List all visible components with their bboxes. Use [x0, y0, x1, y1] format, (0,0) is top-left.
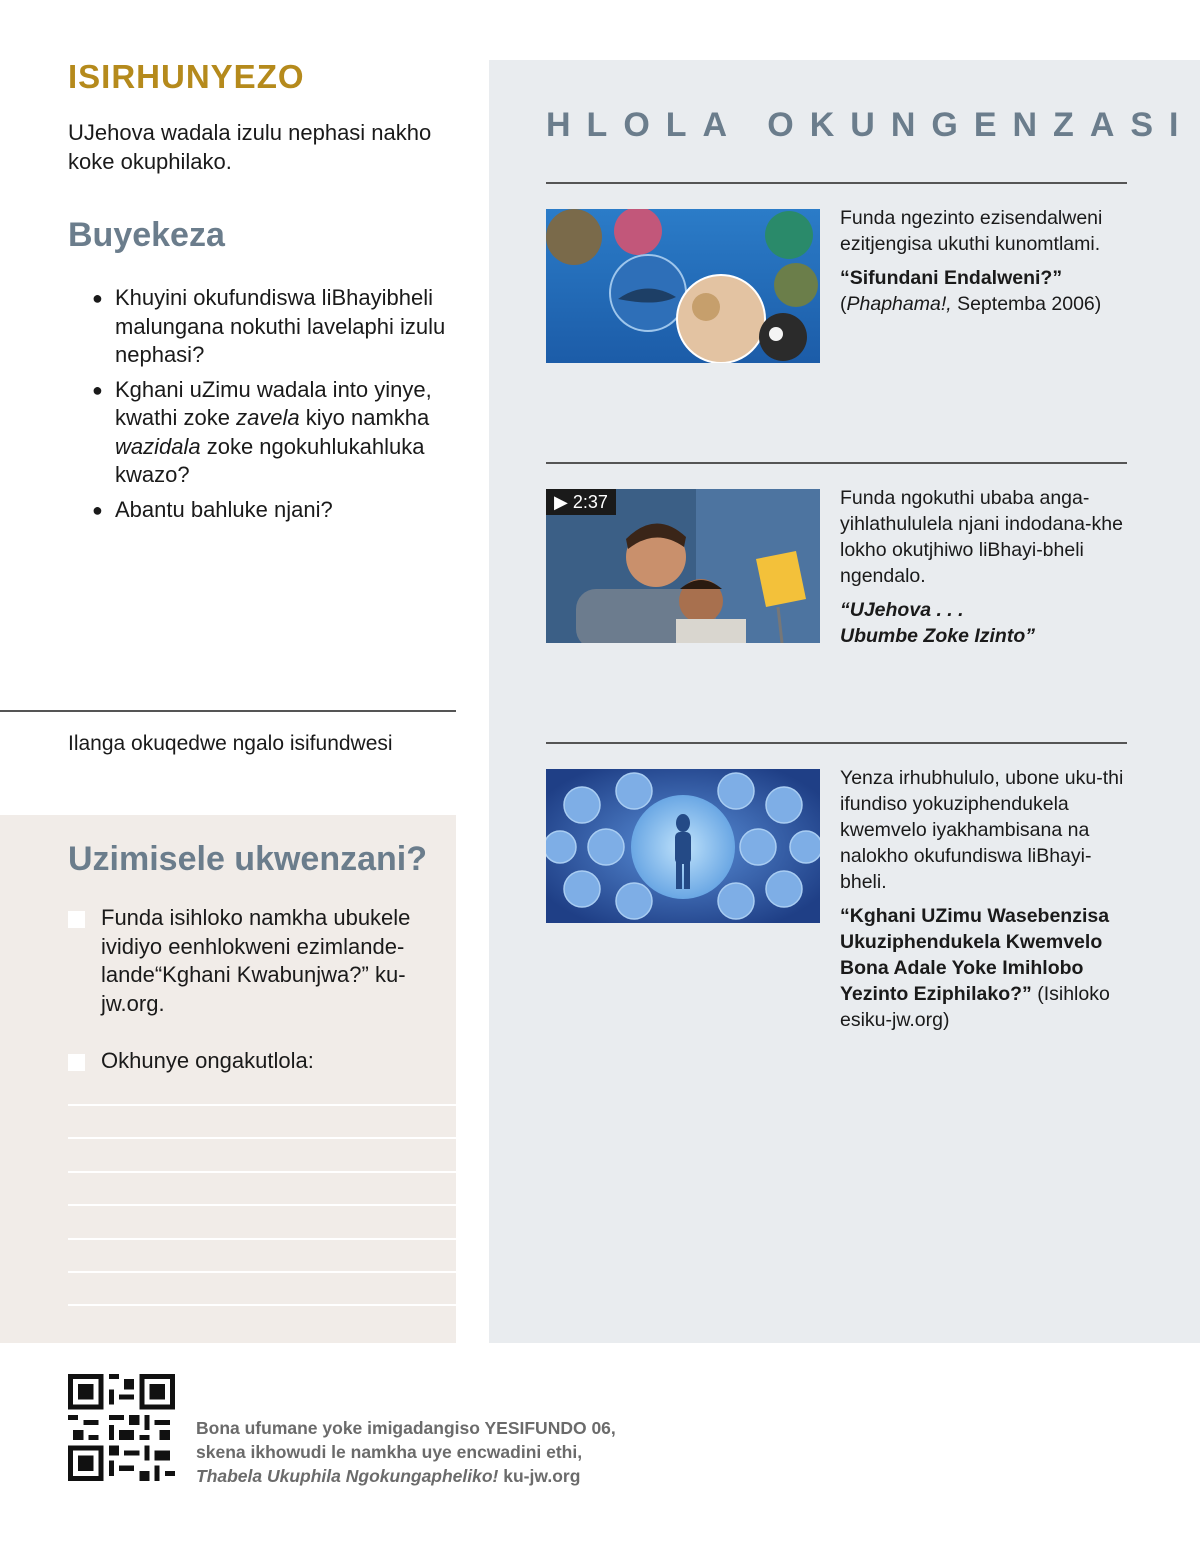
summary-heading: ISIRHUNYEZO — [68, 58, 305, 95]
review-heading: Buyekeza — [68, 216, 225, 254]
divider — [546, 182, 1127, 184]
entry-title-link[interactable]: “Sifundani Endalweni?” — [840, 267, 1063, 289]
review-question — [92, 284, 462, 370]
bullet-icon: ● — [92, 288, 103, 308]
summary-text: UJehova wadala izulu nephasi nakho koke okuphilako. — [68, 120, 432, 174]
footer-text — [196, 1416, 616, 1488]
checkbox[interactable] — [68, 1054, 85, 1071]
explore-entry — [840, 205, 1125, 317]
checkbox[interactable] — [68, 911, 85, 928]
review-question-text: Kghani uZimu wadala into yinye, kwathi zoke zavela kiyo namkha wazidala zoke ngokuhlukahluka kwazo? — [115, 376, 432, 487]
bullet-icon: ● — [92, 379, 103, 400]
entry-description: Yenza irhubhululo, ubone uku-thi ifundiso yokuziphendukela kwemvelo iyakhambisana na nalokho okufundiswa liBhayi-bheli. — [840, 767, 1124, 893]
goal-item[interactable] — [68, 904, 448, 1018]
review-question — [92, 496, 462, 525]
explore-heading: HLOLA OKUNGENZASI — [546, 106, 1195, 144]
child-nature-collage-image[interactable] — [546, 209, 820, 363]
goal-item[interactable] — [68, 1047, 448, 1076]
writing-line[interactable] — [68, 1104, 456, 1137]
footer-line: Thabela Ukuphila Ngokungapheliko! ku-jw.org — [196, 1466, 581, 1486]
divider — [0, 710, 456, 712]
divider — [546, 742, 1127, 744]
goal-item-text: Okhunye ongakutlola: — [101, 1048, 314, 1073]
date-label: Ilanga okuqedwe ngalo isifundwesi — [68, 732, 393, 755]
entry-description: Funda ngezinto ezisendalweni ezitjengisa ukuthi kunomtlami. — [840, 207, 1103, 255]
video-duration-badge: ▶ 2:37 — [546, 489, 616, 515]
entry-source: (Phaphama!, Septemba 2006) — [840, 293, 1102, 315]
divider — [546, 462, 1127, 464]
writing-line[interactable] — [68, 1238, 456, 1271]
writing-lines[interactable] — [68, 1104, 456, 1338]
footer-line: skena ikhowudi le namkha uye encwadini ethi, — [196, 1442, 583, 1462]
review-question-text: Khuyini okufundiswa liBhayibheli malungana nokuthi lavelaphi izulu nephasi? — [115, 285, 446, 367]
review-question-text: Abantu bahluke njani? — [115, 496, 333, 522]
writing-line[interactable] — [68, 1304, 456, 1337]
qr-code-icon[interactable] — [68, 1374, 175, 1481]
goal-item-text: Funda isihloko namkha ubukele ividiyo eenhlokweni ezimlande-lande“Kghani Kwabunjwa?” ku-jw.org. — [101, 905, 411, 1016]
review-list — [92, 284, 462, 530]
footer-line: Bona ufumane yoke imigadangiso YESIFUNDO 06, — [196, 1418, 616, 1438]
bullet-icon: ● — [92, 499, 103, 520]
writing-line[interactable] — [68, 1204, 456, 1237]
human-animals-circle-image[interactable] — [546, 769, 820, 923]
goal-heading: Uzimisele ukwenzani? — [68, 840, 427, 878]
father-son-animation-image[interactable] — [546, 489, 820, 643]
explore-entry — [840, 485, 1125, 649]
review-question — [92, 376, 462, 490]
writing-line[interactable] — [68, 1171, 456, 1204]
explore-entry — [840, 765, 1125, 1033]
entry-title-link[interactable]: “UJehova . . . Ubumbe Zoke Izinto” — [840, 599, 1035, 647]
writing-line[interactable] — [68, 1137, 456, 1170]
play-icon: ▶ — [554, 492, 568, 512]
entry-title-link[interactable]: “Kghani UZimu Wasebenzisa Ukuziphendukela Kwemvelo Bona Adale Yoke Imihlobo Yezinto Eziphilako?” (Isihloko esiku-jw.org) — [840, 905, 1110, 1031]
entry-description: Funda ngokuthi ubaba anga-yihlathululela njani indodana-khe lokho okutjhiwo liBhayi-bheli ngendalo. — [840, 487, 1123, 587]
writing-line[interactable] — [68, 1271, 456, 1304]
